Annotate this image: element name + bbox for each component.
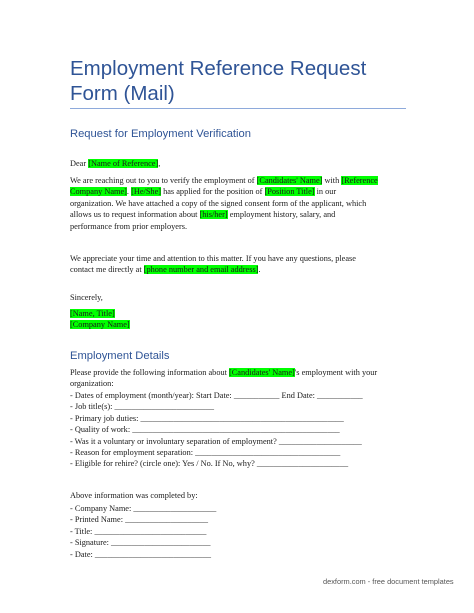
details-intro xyxy=(70,367,410,390)
paragraph-line xyxy=(70,186,410,197)
placeholder-possessive: [his/her] xyxy=(199,210,228,220)
title-divider xyxy=(70,108,406,109)
paragraph-request xyxy=(70,175,410,232)
text-run: has applied for the position of xyxy=(161,187,265,197)
details-item: - Eligible for rehire? (circle one): Yes / No. If No, why? ______________________ xyxy=(70,459,349,469)
text-run: . xyxy=(126,187,132,197)
paragraph-line xyxy=(70,367,410,378)
text-run: 's employment with your xyxy=(294,368,378,377)
completion-field-printed-name: - Printed Name: ____________________ xyxy=(70,515,209,525)
placeholder-contact-info: [phone number and email address] xyxy=(143,265,259,275)
paragraph-line: performance from prior employers. xyxy=(70,221,188,231)
completion-field-title: - Title: ___________________________ xyxy=(70,526,207,536)
details-item: - Quality of work: __________________________________________________ xyxy=(70,425,340,435)
paragraph-line: organization: xyxy=(70,379,114,389)
paragraph-line xyxy=(70,209,410,220)
completion-fields xyxy=(70,503,410,560)
text-run: allows us to request information about xyxy=(70,210,200,220)
details-item: - Job title(s): ________________________ xyxy=(70,402,215,412)
closing: Sincerely, xyxy=(70,293,103,302)
details-item: - Primary job duties: _________________________________________________ xyxy=(70,413,344,423)
details-item: - Was it a voluntary or involuntary separation of employment? ____________________ xyxy=(70,436,362,446)
placeholder-reference-company-cont: Company Name] xyxy=(70,187,127,197)
paragraph-line xyxy=(70,264,410,275)
paragraph-line: We appreciate your time and attention to this matter. If you have any questions, please xyxy=(70,254,356,263)
completed-by-label: Above information was completed by: xyxy=(70,491,198,500)
details-item: - Reason for employment separation: ___________________________________ xyxy=(70,448,341,458)
placeholder-reference-company: [Reference xyxy=(341,176,378,185)
text-run: We are reaching out to you to verify the employment of xyxy=(70,176,257,185)
page-title: Employment Reference Request Form (Mail) xyxy=(70,57,367,105)
section-heading-verification: Request for Employment Verification xyxy=(70,128,251,140)
section-heading-employment-details: Employment Details xyxy=(70,350,170,362)
text-run: with xyxy=(322,176,342,185)
salutation-suffix: , xyxy=(158,159,161,168)
signature-block xyxy=(70,308,410,331)
text-run: in our xyxy=(314,187,337,197)
paragraph-contact xyxy=(70,253,410,276)
text-run: employment history, salary, and xyxy=(227,210,336,220)
details-list xyxy=(70,390,410,470)
placeholder-reference-name: [Name of Reference] xyxy=(88,159,159,168)
details-item: - Dates of employment (month/year): Start Date: ___________ End Date: ___________ xyxy=(70,391,363,400)
placeholder-candidate-name: [Candidates' Name] xyxy=(256,176,323,185)
paragraph-line: organization. We have attached a copy of the signed consent form of the applicant, which xyxy=(70,198,367,208)
completion-field-date: - Date: ____________________________ xyxy=(70,549,212,559)
placeholder-position-title: [Position Title] xyxy=(264,187,315,197)
placeholder-signer-company: [Company Name] xyxy=(70,320,130,330)
completion-field-signature: - Signature: ________________________ xyxy=(70,538,211,548)
footer-credit: dexform.com - free document templates xyxy=(323,577,454,586)
text-run: . xyxy=(258,265,261,275)
signature-line xyxy=(70,319,410,330)
salutation xyxy=(70,158,410,169)
completion-field-company: - Company Name: ____________________ xyxy=(70,504,217,513)
placeholder-candidate-name-2: [Candidates' Name] xyxy=(229,368,295,377)
salutation-prefix: Dear xyxy=(70,159,89,168)
placeholder-pronoun: [He/She] xyxy=(131,187,162,197)
placeholder-signer-name: [Name, Title] xyxy=(70,309,115,318)
paragraph-line xyxy=(70,175,410,186)
text-run: contact me directly at xyxy=(70,265,144,275)
text-run: Please provide the following information about xyxy=(70,368,229,377)
signature-line xyxy=(70,308,410,319)
